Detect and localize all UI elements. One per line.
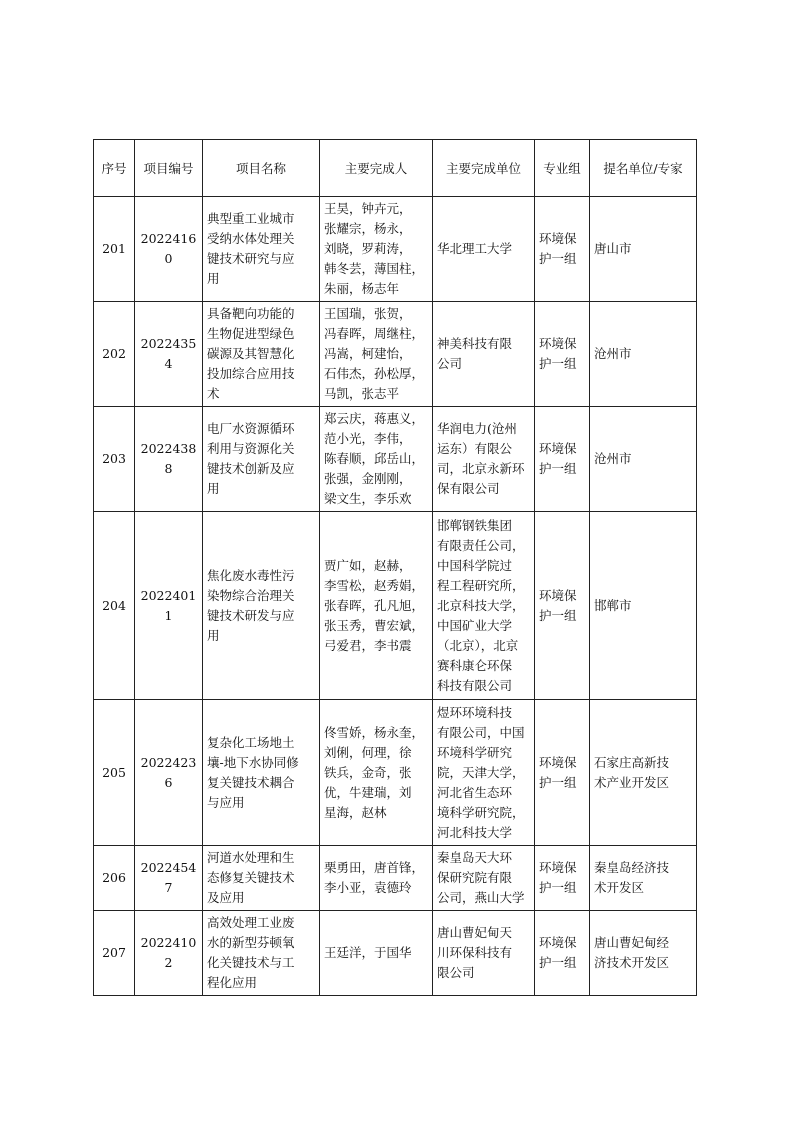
cell-project-code [135,846,203,911]
nominator-text: 唐山市 [594,241,632,256]
project-name-text: 高效处理工业废 水的新型芬顿氧 化关键技术与工 程化应用 [207,915,295,990]
seq-text: 203 [102,451,126,466]
cell-main-units [433,407,535,512]
cell-main-contributors [320,512,433,700]
project-name-text: 具备靶向功能的 生物促进型绿色 碳源及其智慧化 投加综合应用技 术 [207,306,295,401]
table-row [94,911,697,996]
cell-nominator [590,302,697,407]
cell-main-units [433,846,535,911]
project-code-text: 20224547 [140,860,197,895]
nominator-text: 沧州市 [594,346,632,361]
table-row [94,302,697,407]
cell-seq [94,302,135,407]
project-name-text: 河道水处理和生 态修复关键技术 及应用 [207,850,295,905]
table-row [94,700,697,846]
cell-project-name [203,700,320,846]
table-header-row [94,140,697,197]
cell-project-code [135,911,203,996]
header-specialty-group: 专业组 [535,140,590,197]
cell-specialty-group [535,407,590,512]
cell-main-contributors [320,700,433,846]
table-row [94,197,697,302]
project-code-text: 20224102 [140,935,197,970]
group-text: 环境保 护一组 [539,587,577,623]
units-text: 华北理工大学 [437,241,513,256]
group-text: 环境保 护一组 [539,754,577,790]
header-nominator: 提名单位/专家 [590,140,697,197]
cell-seq [94,846,135,911]
contributors-text: 贾广如，赵赫， 李雪松，赵秀娟， 张春晖，孔凡旭， 张玉秀，曹宏斌， 弓爱君，李书震 [324,557,425,653]
nominator-text: 石家庄高新技 术产业开发区 [594,754,670,790]
contributors-text: 佟雪娇，杨永奎， 刘俐，何理，徐 铁兵，金奇，张 优，牛建瑞，刘 星海，赵林 [324,724,425,820]
header-main-contributors: 主要完成人 [320,140,433,197]
seq-text: 207 [102,945,126,960]
cell-project-code [135,197,203,302]
seq-text: 201 [102,241,126,256]
cell-nominator [590,512,697,700]
header-project-code: 项目编号 [135,140,203,197]
table-row [94,407,697,512]
cell-specialty-group [535,302,590,407]
group-text: 环境保 护一组 [539,441,577,476]
cell-project-code [135,407,203,512]
cell-project-name [203,407,320,512]
cell-seq [94,407,135,512]
nominator-text: 唐山曹妃甸经 济技术开发区 [594,935,670,970]
seq-text: 202 [102,346,126,361]
cell-main-contributors [320,302,433,407]
contributors-text: 栗勇田，唐首锋， 李小亚，袁德玲 [324,860,425,895]
contributors-text: 王昊，钟卉元， 张耀宗，杨永， 刘晓，罗莉涛， 韩冬芸，薄国柱， 朱丽，杨志年 [324,201,425,296]
units-text: 煜环环境科技 有限公司，中国 环境科学研究 院，天津大学， 河北省生态环 境科学研究院， 河北科技大学 [437,704,525,840]
cell-main-units [433,302,535,407]
cell-project-code [135,302,203,407]
project-code-text: 20224236 [140,754,197,790]
cell-project-name [203,512,320,700]
cell-specialty-group [535,846,590,911]
table-row [94,512,697,700]
units-text: 秦皇岛天大环 保研究院有限 公司，燕山大学 [437,850,525,905]
nominator-text: 沧州市 [594,451,632,466]
contributors-text: 王廷洋，于国华 [324,945,412,960]
cell-nominator [590,197,697,302]
cell-seq [94,512,135,700]
project-name-text: 电厂水资源循环 利用与资源化关 键技术创新及应 用 [207,421,295,496]
cell-main-contributors [320,197,433,302]
nominator-text: 邯郸市 [594,597,632,613]
cell-main-units [433,512,535,700]
cell-main-units [433,700,535,846]
cell-project-name [203,846,320,911]
group-text: 环境保 护一组 [539,231,577,266]
project-name-text: 复杂化工场地土 壤-地下水协同修 复关键技术耦合 与应用 [207,734,299,810]
units-text: 神美科技有限 公司 [437,336,513,371]
cell-nominator [590,700,697,846]
group-text: 环境保 护一组 [539,935,577,970]
award-projects-table [93,139,697,996]
contributors-text: 王国瑞，张贺， 冯春晖，周继柱， 冯嵩，柯建怡， 石伟杰，孙松厚， 马凯，张志平 [324,306,425,401]
cell-seq [94,197,135,302]
seq-text: 205 [102,764,126,780]
units-text: 华润电力(沧州 运东）有限公 司，北京永新环 保有限公司 [437,421,525,496]
cell-project-name [203,911,320,996]
cell-seq [94,911,135,996]
cell-nominator [590,846,697,911]
table-row [94,846,697,911]
cell-main-contributors [320,911,433,996]
header-project-name: 项目名称 [203,140,320,197]
cell-nominator [590,407,697,512]
project-code-text: 20224354 [140,336,197,371]
project-code-text: 20224011 [140,587,197,623]
cell-main-contributors [320,407,433,512]
contributors-text: 郑云庆，蒋惠义， 范小光，李伟， 陈春顺，邱岳山， 张强，金刚刚， 梁文生，李乐欢 [324,411,425,506]
cell-specialty-group [535,700,590,846]
project-name-text: 典型重工业城市 受纳水体处理关 键技术研究与应 用 [207,211,295,286]
cell-nominator [590,911,697,996]
cell-main-units [433,197,535,302]
group-text: 环境保 护一组 [539,336,577,371]
cell-specialty-group [535,512,590,700]
cell-project-name [203,302,320,407]
cell-project-code [135,700,203,846]
units-text: 邯郸钢铁集团 有限责任公司， 中国科学院过 程工程研究所， 北京科技大学， 中国矿业大学 （北京），北京 赛科康仑环保 科技有限公司 [437,517,525,693]
header-seq: 序号 [94,140,135,197]
project-name-text: 焦化废水毒性污 染物综合治理关 键技术研发与应 用 [207,567,295,643]
cell-main-contributors [320,846,433,911]
units-text: 唐山曹妃甸天 川环保科技有 限公司 [437,925,513,980]
cell-specialty-group [535,911,590,996]
group-text: 环境保 护一组 [539,860,577,895]
cell-seq [94,700,135,846]
seq-text: 204 [102,597,126,613]
cell-project-name [203,197,320,302]
header-main-units: 主要完成单位 [433,140,535,197]
cell-project-code [135,512,203,700]
seq-text: 206 [102,870,126,885]
cell-main-units [433,911,535,996]
project-code-text: 20224160 [140,231,197,266]
nominator-text: 秦皇岛经济技 术开发区 [594,860,670,895]
cell-specialty-group [535,197,590,302]
project-code-text: 20224388 [140,441,197,476]
